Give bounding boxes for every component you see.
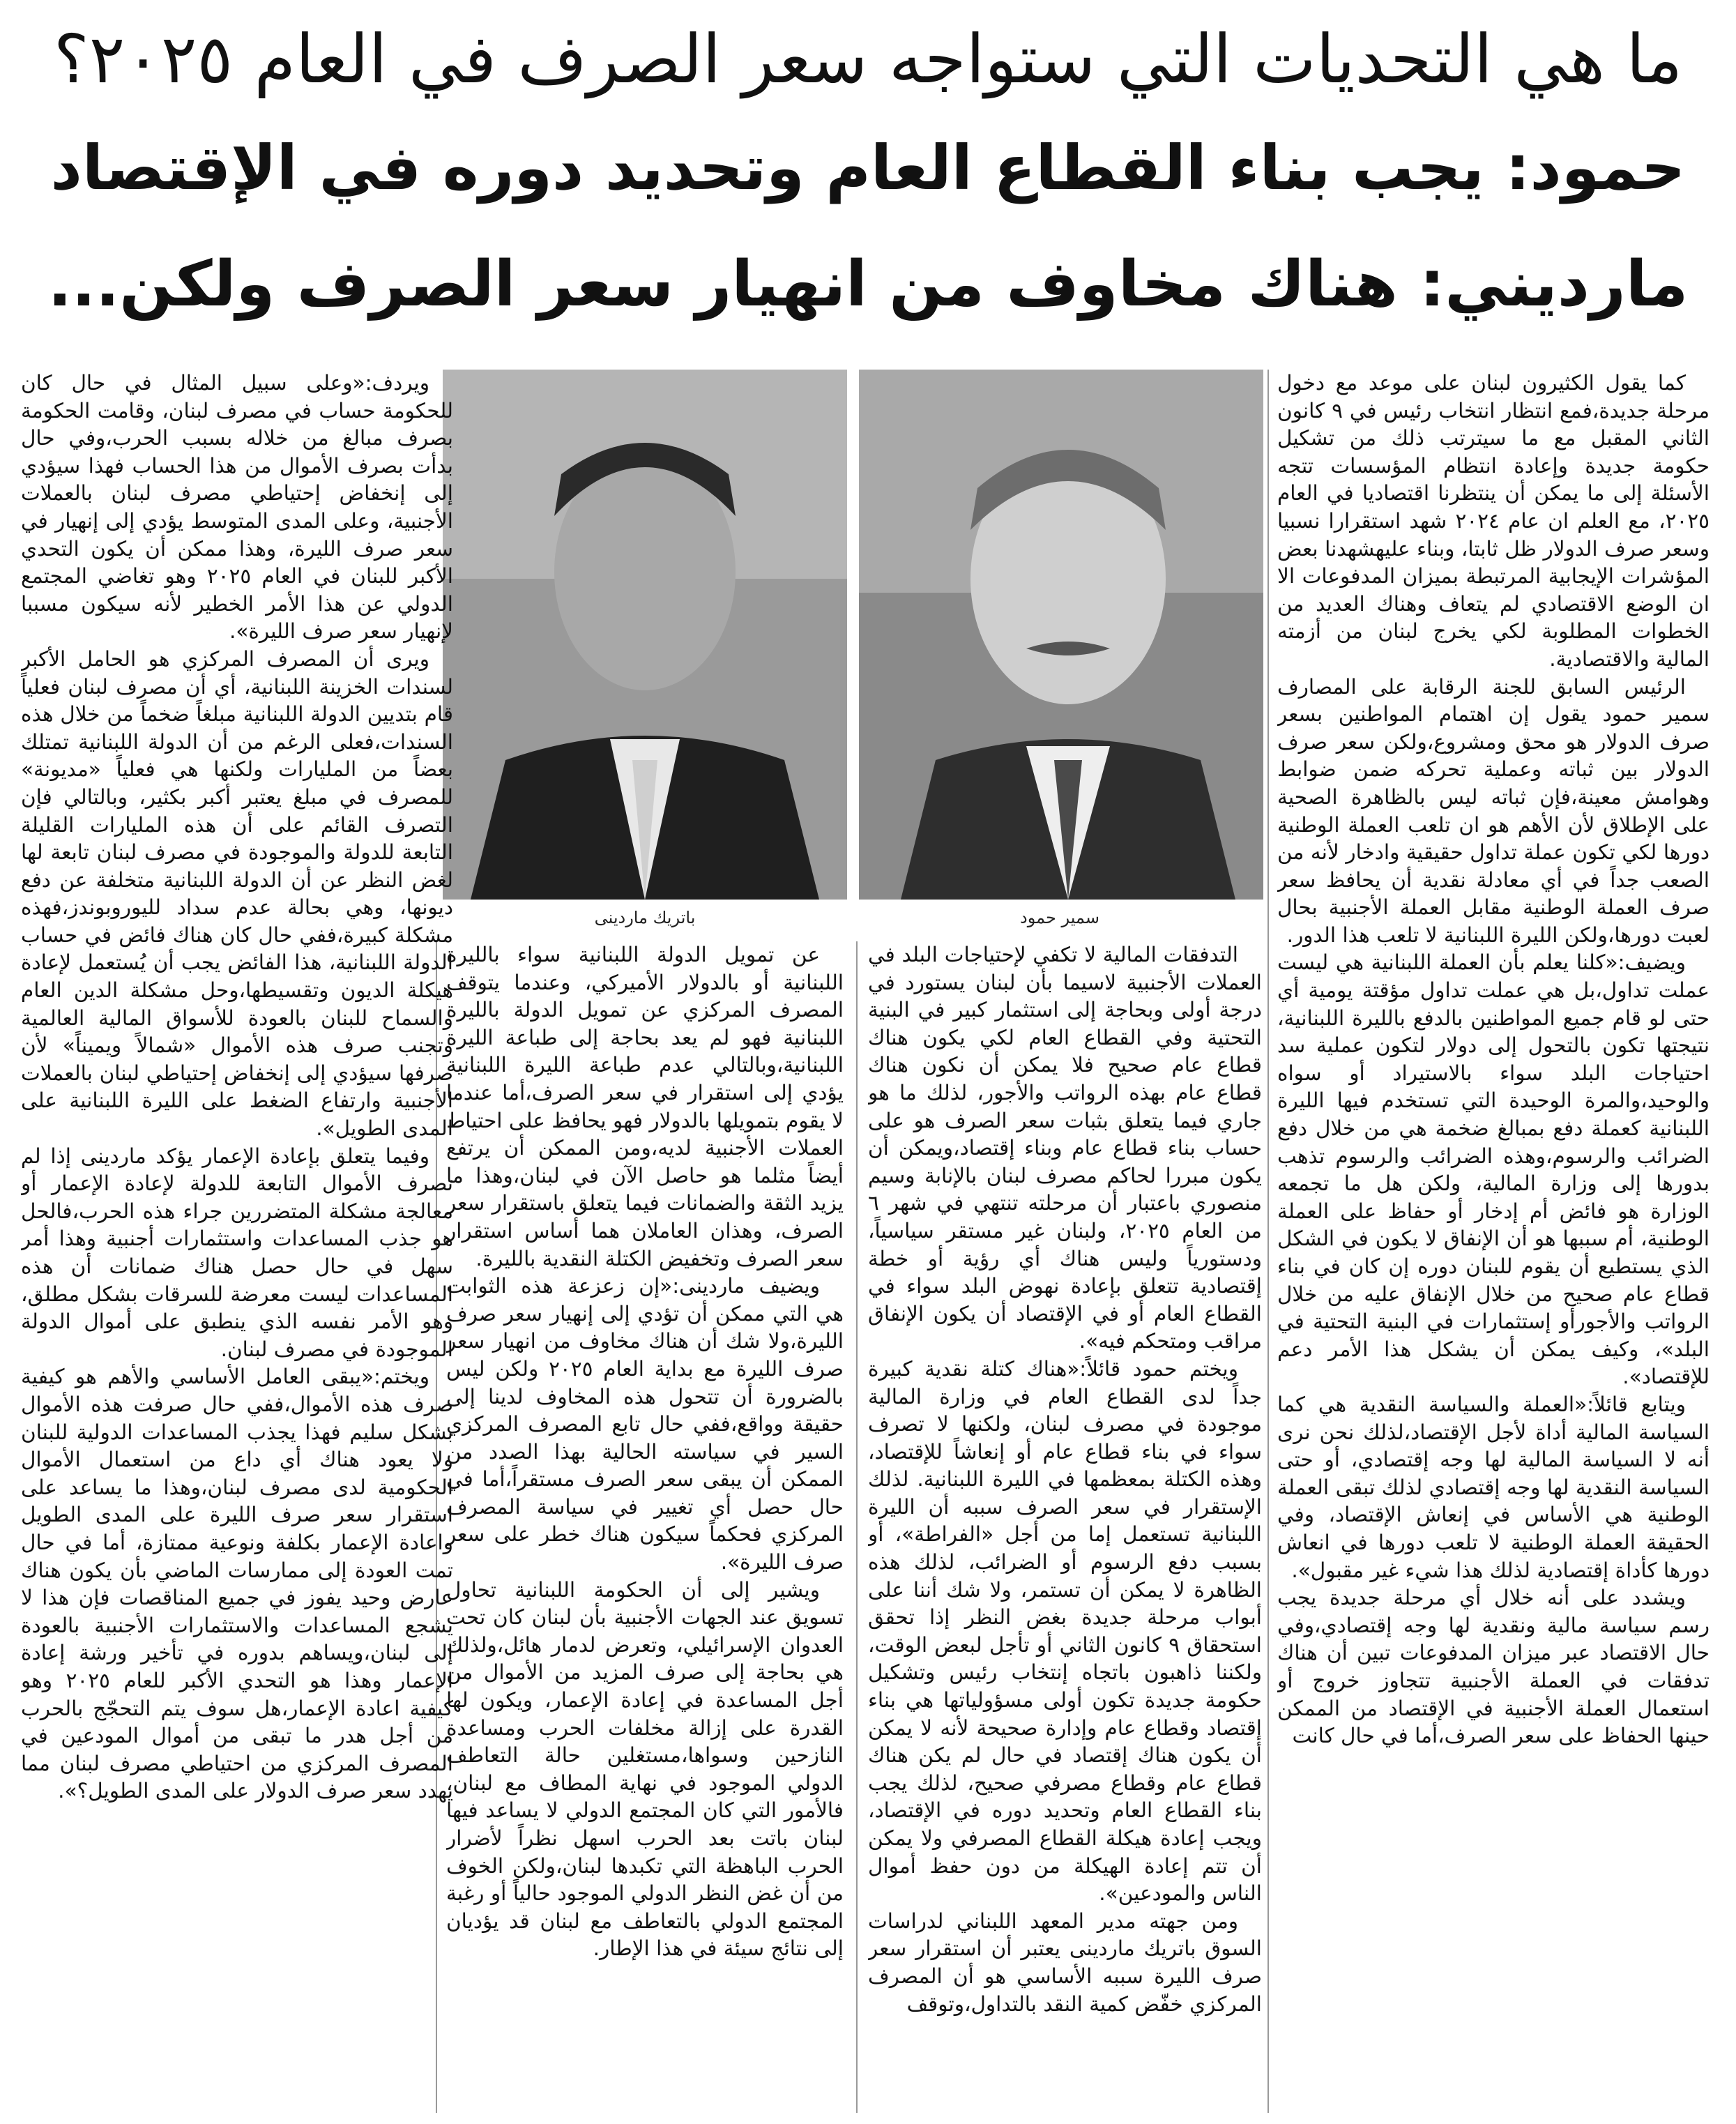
- paragraph: ويشير إلى أن الحكومة اللبنانية تحاول تسويق عند الجهات الأجنبية بأن لبنان كان تحت العدوان الإسرائيلي، وتعرض لدمار هائل،ولذلك هي بحاجة إلى صرف المزيد من الأموال من أجل المساعدة في إعادة الإعمار، ويكون لها القدرة على إزالة مخلفات الحرب ومساعدة النازحين وسواها،مستغلين حالة التعاطف الدولي الموجود في نهاية المطاف مع لبنان، فالأمور التي كان المجتمع الدولي لا يساعد فيها لبنان باتت بعد الحرب اسهل نظراً لأضرار الحرب الباهظة التي تكبدها لبنان،ولكن الخوف من أن غض النظر الدولي الموجود حالياً أو رغبة المجتمع الدولي بالتعاطف مع لبنان قد يؤديان إلى نتائج سيئة في هذا الإطار.: [446, 1577, 844, 1961]
- article-column-4: [21, 370, 453, 2113]
- column-divider: [1267, 370, 1269, 2113]
- paragraph: ويضيف:«كلنا يعلم بأن العملة اللبنانية هي ليست عملت تداول،بل هي عملت تداول مؤقتة يومية أي حتى لو قام جميع المواطنين بالدفع بالليرة اللبنانية، نتيجتها تكون بالتحول إلى دولار لتكون عملية سد احتياجات البلد سواء بالاستيراد أو سواه والوحيد،والمرة الوحيدة التي تستخدم فيها الليرة اللبنانية كعملة دفع بمبالغ ضخمة هي من خلال دفع الضرائب والرسوم،وهذه الضرائب والرسوم تذهب بدورها إلى وزارة المالية، ولكن هل ما تجمعه الوزارة هو فائض أم إدخار أو حفاظ على العملة الوطنية، أم سببها هو أن الإنفاق لا يكون في الشكل الذي يستطيع أن يقوم للبنان دوره إن كان في بناء قطاع عام صحيح من خلال الإنفاق عليه من خلال الرواتب والأجورأو إستثمارات في البنية التحتية في البلد»، وكيف يمكن أن يشكل هذا الأمر دعم للإقتصاد».: [1277, 950, 1710, 1389]
- article-column-3: [446, 941, 844, 2113]
- column-divider: [856, 941, 858, 2113]
- photo-caption-mardini: باتريك ماردينى: [594, 908, 696, 927]
- article-column-2: [868, 941, 1262, 2113]
- paragraph: وفيما يتعلق بإعادة الإعمار يؤكد ماردينى إذا لم تصرف الأموال التابعة للدولة لإعادة الإعمار أو معالجة مشكلة المتضررين جراء هذه الحرب،فالحل هو جذب المساعدات واستثمارات أجنبية وهذا أمر سهل في حال حصل هناك ضمانات أن هذه المساعدات ليست معرضة للسرقات بشكل مطلق، وهو الأمر نفسه الذي ينطبق على أموال الدولة الموجودة في مصرف لبنان.: [21, 1144, 453, 1361]
- paragraph: كما يقول الكثيرون لبنان على موعد مع دخول مرحلة جديدة،فمع انتظار انتخاب رئيس في ٩ كانون الثاني المقبل مع ما سيترتب ذلك من تشكيل حكومة جديدة وإعادة انتظام المؤسسات تتجه الأسئلة إلى ما يمكن أن ينتظرنا اقتصاديا في العام ٢٠٢٥، مع العلم ان عام ٢٠٢٤ شهد استقرارا نسبيا وسعر صرف الدولار ظل ثابتا، وبناء عليهشهدنا بعض المؤشرات الإيجابية المرتبطة بميزان المدفوعات الا ان الوضع الاقتصادي لم يتعاف وهناك العديد من الخطوات المطلوبة لكي يخرج لبنان من أزمته المالية والاقتصادية.: [1277, 371, 1710, 671]
- paragraph: ويردف:«وعلى سبيل المثال في حال كان للحكومة حساب في مصرف لبنان، وقامت الحكومة بصرف مبالغ من خلاله بسبب الحرب،وفي حال بدأت بصرف الأموال من هذا الحساب فهذا سيؤدي إلى إنخفاض إحتياطي مصرف لبنان بالعملات الأجنبية، وعلى المدى المتوسط يؤدي إلى إنهيار في سعر صرف الليرة، وهذا ممكن أن يكون التحدي الأكبر للبنان في العام ٢٠٢٥ وهو تغاضي المجتمع الدولي عن هذا الأمر الخطير لأنه سيكون مسببا لإنهيار سعر صرف الليرة».: [21, 371, 453, 644]
- paragraph: ومن جهته مدير المعهد اللبناني لدراسات السوق باتريك ماردينى يعتبر أن استقرار سعر صرف الليرة سببه الأساسي هو أن المصرف المركزي خفّض كمية النقد بالتداول،وتوقف: [868, 1909, 1262, 2016]
- photo-caption-hammoud: سمير حمود: [1020, 908, 1099, 927]
- paragraph: ويشدد على أنه خلال أي مرحلة جديدة يجب رسم سياسة مالية ونقدية لها وجه إقتصادي،وفي حال الاقتصاد عبر ميزان المدفوعات تبين أن هناك تدفقات في العملة الأجنبية تتجاوز خروج أو استعمال العملة الأجنبية في الإقتصاد من الممكن حينها الحفاظ على سعر الصرف،أما في حال كانت: [1277, 1586, 1710, 1748]
- paragraph: الرئيس السابق للجنة الرقابة على المصارف سمير حمود يقول إن اهتمام المواطنين بسعر صرف الدولار هو محق ومشروع،ولكن سعر صرف الدولار بين ثباته وعملية تحركه ضمن ضوابط وهوامش معينة،فإن ثباته ليس بالظاهرة الصحية على الإطلاق لأن الأهم هو ان تلعب العملة الوطنية دورها لكي تكون عملة تداول حقيقية وادخار لأنه من الصعب جداً في أي معادلة نقدية أن يحافظ سعر صرف العملة الوطنية مقابل العملة الأجنبية بحال لعبت دورها،ولكن الليرة اللبنانية لا تلعب هذا الدور.: [1277, 674, 1710, 947]
- paragraph: ويتابع قائلاً:«العملة والسياسة النقدية هي كما السياسة المالية أداة لأجل الإقتصاد،لذلك نحن نرى أنه لا السياسة المالية لها وجه إقتصادي، أو حتى السياسة النقدية لها وجه إقتصادي لذلك تبقى العملة الوطنية هي الأساس في إنعاش الإقتصاد، وفي الحقيقة العملة الوطنية لا تلعب دورها في انعاش دورها كأداة إقتصادية لذلك هذا شيء غير مقبول».: [1277, 1392, 1710, 1582]
- article-column-1: [1277, 370, 1710, 2113]
- paragraph: ويختم:«يبقى العامل الأساسي والأهم هو كيفية صرف هذه الأموال،ففي حال صرفت هذه الأموال بشكل سليم فهذا يجذب المساعدات الدولية للبنان ولا يعود هناك أي داع من استعمال الأموال الحكومية لدى مصرف لبنان،وهذا ما يساعد على استقرار سعر صرف الليرة على المدى الطويل واعادة الإعمار بكلفة ونوعية ممتازة، أما في حال تمت العودة إلى ممارسات الماضي بأن يكون هناك عارض وحيد يفوز في جميع المناقصات فإن هذا لا يشجع المساعدات والاستثمارات الأجنبية بالعودة إلى لبنان،ويساهم بدوره في تأخير ورشة إعادة الإعمار وهذا هو التحدي الأكبر للعام ٢٠٢٥ وهو كيفية اعادة الإعمار،هل سوف يتم التحجّج بالحرب من أجل هدر ما تبقى من أموال المودعين في المصرف المركزي من احتياطي مصرف لبنان مما يهدد سعر صرف الدولار على المدى الطويل؟».: [21, 1365, 453, 1803]
- paragraph: ويضيف ماردينى:«إن زعزعة هذه الثوابت هي التي ممكن أن تؤدي إلى إنهيار سعر صرف الليرة،ولا شك أن هناك مخاوف من انهيار سعر صرف الليرة مع بداية العام ٢٠٢٥ ولكن ليس بالضرورة أن تتحول هذه المخاوف لدينا إلى حقيقة وواقع،ففي حال تابع المصرف المركزي السير في سياسته الحالية بهذا الصدد من الممكن أن يبقى سعر الصرف مستقراً،أما في حال حصل أي تغيير في سياسة المصرف المركزي فحكماً سيكون هناك خطر على سعر صرف الليرة».: [446, 1274, 844, 1575]
- paragraph: ويختم حمود قائلاً:«هناك كتلة نقدية كبيرة جداً لدى القطاع العام في وزارة المالية موجودة في مصرف لبنان، ولكنها لا تصرف سواء في بناء قطاع عام أو إنعاشاً للإقتصاد، وهذه الكتلة بمعظمها في الليرة اللبنانية. لذلك الإستقرار في سعر الصرف سببه أن الليرة اللبنانية تستعمل إما من أجل «الفراطة»، أو بسبب دفع الرسوم أو الضرائب، لذلك هذه الظاهرة لا يمكن أن تستمر، ولا شك أننا على أبواب مرحلة جديدة بغض النظر إذا تحقق استحقاق ٩ كانون الثاني أو تأجل لبعض الوقت، ولكننا ذاهبون باتجاه إنتخاب رئيس وتشكيل حكومة جديدة تكون أولى مسؤولياتها هي بناء إقتصاد وقطاع عام وإدارة صحيحة لأنه لا يمكن أن يكون هناك إقتصاد في حال لم يكن هناك قطاع عام وقطاع مصرفي صحيح، لذلك يجب بناء القطاع العام وتحديد دوره في الإقتصاد، ويجب إعادة هيكلة القطاع المصرفي ولا يمكن أن تتم إعادة الهيكلة من دون حفظ أموال الناس والمودعين».: [868, 1356, 1262, 1906]
- photo-samir-hammoud: [859, 370, 1263, 900]
- main-headline: ما هي التحديات التي ستواجه سعر الصرف في العام ٢٠٢٥؟: [53, 20, 1683, 98]
- paragraph: ويرى أن المصرف المركزي هو الحامل الأكبر لسندات الخزينة اللبنانية، أي أن مصرف لبنان فعلياً قام بتديين الدولة اللبنانية مبلغاً ضخماً من خلال هذه السندات،فعلى الرغم من أن الدولة اللبنانية تمتلك بعضاً من المليارات ولكنها هي فعلياً «مديونة» للمصرف في مبلغ يعتبر أكبر بكثير، وبالتالي فإن التصرف القائم على أن هذه المليارات القليلة التابعة للدولة والموجودة في مصرف لبنان تابعة لها لغض النظر عن أن الدولة اللبنانية متخلفة عن دفع ديونها، وهي بحالة عدم سداد لليوروبوندز،فهذه مشكلة كبيرة،ففي حال كان هناك فائض في حساب الدولة اللبنانية، هذا الفائض يجب أن يُستعمل لإعادة هيكلة الديون وتقسيطها،وحل مشكلة الدين العام والسماح للبنان بالعودة للأسواق المالية العالمية وتجنب صرف هذه الأموال «شمالاً ويميناً» لأن صرفها سيؤدي إلى إنخفاض إحتياطي لبنان بالعملات الأجنبية وارتفاع الضغط على الليرة اللبنانية على المدى الطويل».: [21, 646, 453, 1141]
- paragraph: عن تمويل الدولة اللبنانية سواء بالليرة اللبنانية أو بالدولار الأميركي، وعندما يتوقف المصرف المركزي عن تمويل الدولة بالليرة اللبنانية فهو لم يعد بحاجة إلى طباعة الليرة اللبنانية،وبالتالي عدم طباعة الليرة اللبنانية يؤدي إلى استقرار في سعر الصرف،أما عندما لا يقوم بتمويلها بالدولار فهو يحافظ على احتياط العملات الأجنبية لديه،ومن الممكن أن يرتفع أيضاً مثلما هو حاصل الآن في لبنان،وهذا ما يزيد الثقة والضمانات فيما يتعلق باستقرار سعر الصرف، وهذان العاملان هما أساس استقرار سعر الصرف وتخفيض الكتلة النقدية بالليرة.: [446, 943, 844, 1270]
- photo-patrick-mardini: [443, 370, 847, 900]
- paragraph: التدفقات المالية لا تكفي لإحتياجات البلد في العملات الأجنبية لاسيما بأن لبنان يستورد في درجة أولى وبحاجة إلى استثمار كبير في البنية التحتية وفي القطاع العام لكي يكون هناك قطاع عام صحيح فلا يمكن أن نكون هناك قطاع عام بهذه الرواتب والأجور، لذلك ما هو جاري فيما يتعلق بثبات سعر الصرف هو على حساب بناء قطاع عام وبناء إقتصاد،ويمكن أن يكون مبررا لحاكم مصرف لبنان بالإنابة وسيم منصوري باعتبار أن مرحلته تنتهي في شهر ٦ من العام ٢٠٢٥، ولبنان غير مستقر سياسياً، ودستورياً وليس هناك أي رؤية أو خطة إقتصادية تتعلق بإعادة نهوض البلد سواء في القطاع العام أو في الإقتصاد أن يكون الإنفاق مراقب ومتحكم فيه».: [868, 943, 1262, 1353]
- subheadline-hammoud: حمود: يجب بناء القطاع العام وتحديد دوره في الإقتصاد: [50, 132, 1686, 204]
- subheadline-mardini: مارديني: هناك مخاوف من انهيار سعر الصرف ولكن...: [47, 248, 1689, 321]
